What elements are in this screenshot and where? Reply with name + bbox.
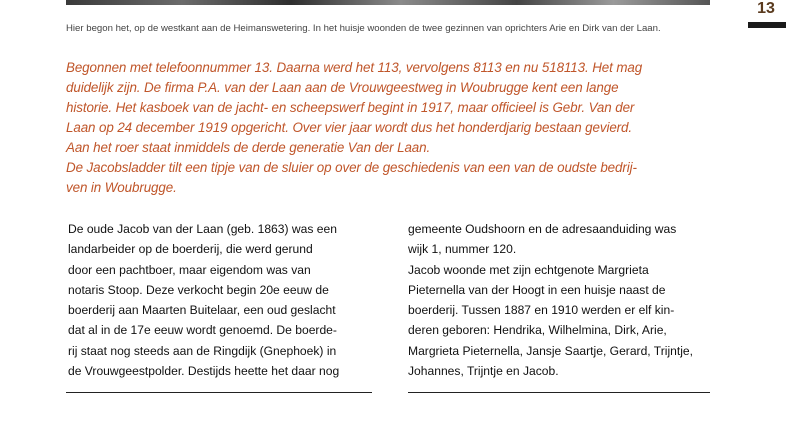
body-line: notaris Stoop. Deze verkocht begin 20e eeuw de [68, 282, 329, 297]
intro-line: duidelijk zijn. De firma P.A. van der Laan aan de Vrouwgeestweg in Woubrugge kent een lange [66, 80, 619, 95]
column-divider-left [66, 392, 372, 393]
body-column-right [408, 219, 718, 381]
body-line: Johannes, Trijntje en Jacob. [408, 364, 559, 379]
body-line: wijk 1, nummer 120. [408, 242, 517, 257]
body-line: rij staat nog steeds aan de Ringdijk (Gnephoek) in [68, 343, 337, 358]
body-line: De oude Jacob van der Laan (geb. 1863) was een [68, 222, 337, 236]
intro-line: Begonnen met telefoonnummer 13. Daarna werd het 113, vervolgens 8113 en nu 518113. Het mag [66, 60, 643, 75]
intro-line: ven in Woubrugge. [66, 180, 177, 195]
column-divider-right [408, 392, 710, 393]
photo-caption: Hier begon het, op de westkant aan de Heimanswetering. In het huisje woonden de twee gezinnen van oprichters Arie en Dirk van der Laan. [66, 23, 661, 34]
body-line: gemeente Oudshoorn en de adresaanduiding was [408, 222, 677, 236]
intro-line: De Jacobsladder tilt een tipje van de sluier op over de geschiedenis van een van de oudste bedrij- [66, 160, 637, 175]
body-line: dat al in de 17e eeuw wordt genoemd. De boerde- [68, 323, 337, 338]
body-line: boerderij. Tussen 1887 en 1910 werden er elf kin- [408, 303, 675, 318]
intro-paragraph [66, 58, 716, 198]
body-line: landarbeider op de boerderij, die werd gerund [68, 242, 313, 257]
body-column-left [68, 219, 378, 381]
body-line: deren geboren: Hendrika, Wilhelmina, Dirk, Arie, [408, 323, 667, 338]
page-number: 13 [757, 0, 775, 17]
body-line: boerderij aan Maarten Buitelaar, een oud geslacht [68, 303, 336, 318]
intro-line: Aan het roer staat inmiddels de derde generatie Van der Laan. [66, 140, 431, 155]
body-line: Jacob woonde met zijn echtgenote Margrieta [408, 262, 649, 277]
photo-strip [66, 0, 710, 5]
body-line: door een pachtboer, maar eigendom was van [68, 262, 311, 277]
intro-line: Laan op 24 december 1919 opgericht. Over vier jaar wordt dus het honderdjarig bestaan gevierd. [66, 120, 633, 135]
body-line: Margrieta Pieternella, Jansje Saartje, Gerard, Trijntje, [408, 343, 693, 358]
page-marker [748, 22, 786, 28]
body-line: de Vrouwgeestpolder. Destijds heette het daar nog [68, 364, 340, 379]
intro-line: historie. Het kasboek van de jacht- en scheepswerf begint in 1917, maar officieel is Gebr. Van der [66, 100, 635, 115]
body-line: Pieternella van der Hoogt in een huisje naast de [408, 282, 666, 297]
